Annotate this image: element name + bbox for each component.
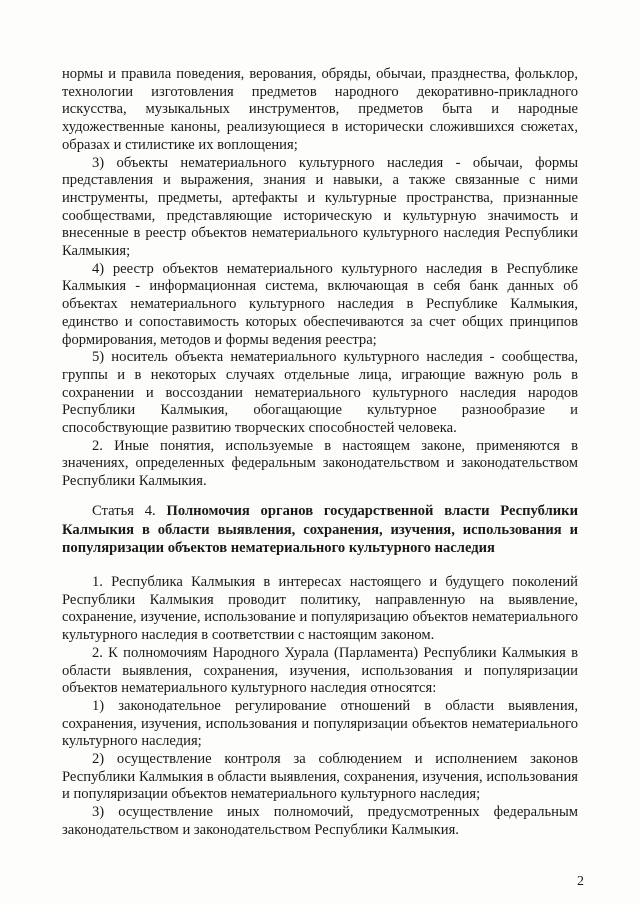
paragraph-power-3: 3) осуществление иных полномочий, предусмотренных федеральным законодательством и законодательством Республики Калмыкия. xyxy=(62,804,578,838)
paragraph-power-1: 1) законодательное регулирование отношений в области выявления, сохранения, изучения, использования и популяризации объектов нематериального культурного наследия; xyxy=(62,697,578,750)
paragraph-definition-4: 4) реестр объектов нематериального культурного наследия в Республике Калмыкия - информационная система, включающая в себя банк данных об объектах нематериального культурного наследия в Республике Калмыкия, единство и сопоставимость которых обеспечиваются за счет общих принципов формирования, методов и формы ведения реестра; xyxy=(62,260,578,348)
paragraph-other-terms: 2. Иные понятия, используемые в настоящем законе, применяются в значениях, определенных федеральным законодательством и законодательством Республики Калмыкия. xyxy=(62,437,578,490)
paragraph-article-4-2: 2. К полномочиям Народного Хурала (Парламента) Республики Калмыкия в области выявления, сохранения, изучения, использования и популяризации объектов нематериального культурного наследия относятся: xyxy=(62,644,578,697)
article-number: Статья 4. xyxy=(92,503,167,519)
page-number: 2 xyxy=(577,874,584,889)
article-title: Полномочия органов государственной власти Республики Калмыкия в области выявления, сохранения, изучения, использования и популяризации объектов нематериального культурного наследия xyxy=(62,503,578,557)
paragraph-continuation: нормы и правила поведения, верования, обряды, обычаи, празднества, фольклор, технологии изготовления предметов народного декоративно-прикладного искусства, музыкальных инструментов, предметов быта и народные художественные каноны, реализующиеся в исторически сложившихся сюжетах, образах и стилистике их воплощения; xyxy=(62,66,578,153)
paragraph-definition-5: 5) носитель объекта нематериального культурного наследия - сообщества, группы и в некоторых случаях отдельные лица, играющие важную роль в сохранении и воссоздании нематериального культурного наследия народов Республики Калмыкия, обогащающие культурное разнообразие и способствующие развитию творческих способностей человека. xyxy=(62,349,578,437)
definitions-block xyxy=(62,66,578,491)
article-body xyxy=(62,574,578,840)
paragraph-article-4-1: 1. Республика Калмыкия в интересах настоящего и будущего поколений Республики Калмыкия проводит политику, направленную на выявление, сохранение, изучение, использование и популяризацию объектов нематериального культурного наследия в соответствии с настоящим законом. xyxy=(62,574,578,644)
paragraph-definition-3: 3) объекты нематериального культурного наследия - обычаи, формы представления и выражения, знания и навыки, а также связанные с ними инструменты, предметы, артефакты и культурные пространства, признанные сообществами, представляющие историческую и культурную значимость и внесенные в реестр объектов нематериального культурного наследия Республики Калмыкия; xyxy=(62,154,578,260)
paragraph-power-2: 2) осуществление контроля за соблюдением и исполнением законов Республики Калмыкия в области выявления, сохранения, изучения, использования и популяризации объектов нематериального культурного наследия; xyxy=(62,751,578,803)
article-heading xyxy=(62,502,578,558)
